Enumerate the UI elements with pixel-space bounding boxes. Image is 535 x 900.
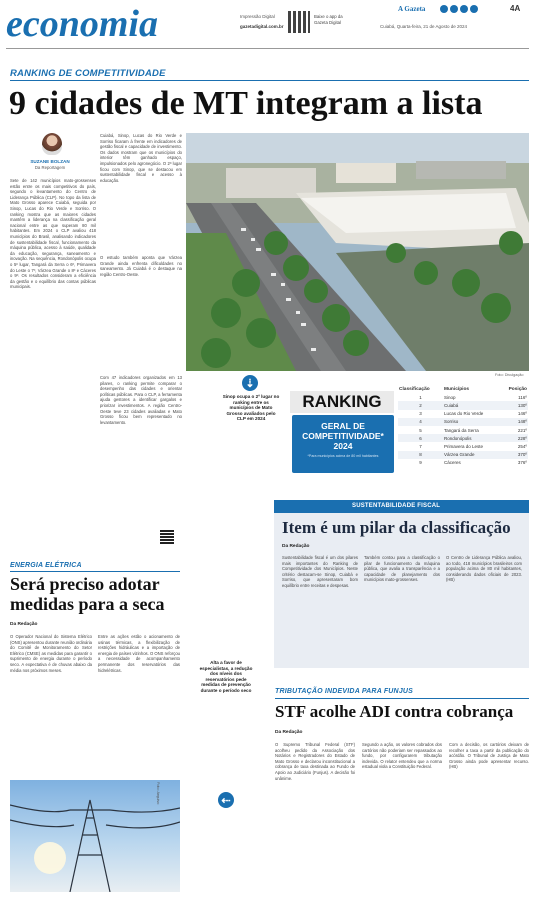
energy-photo-credit: Foto: Arquivo — [156, 782, 160, 805]
ranking-cell: 4 — [398, 418, 443, 426]
ranking-cell: Sinop — [444, 394, 456, 400]
ranking-col-header: Classificação — [398, 385, 443, 393]
main-kicker: RANKING DE COMPETITIVIDADE — [10, 68, 166, 79]
energy-byline: Da Redação — [10, 622, 38, 627]
fiscal-col-3: O Centro de Liderança Pública avaliou, ao todo, 418 municípios brasileiros com população acima de 80 mil habitantes, considerando dados oficiais de 2023. (HB) — [446, 555, 522, 583]
energy-kicker: ENERGIA ELÉTRICA — [10, 562, 82, 569]
header-date: Cuiabá, Quarta-feira, 21 de Agosto de 2024 — [380, 24, 468, 29]
ranking-cell: Lucas do Rio Verde — [444, 411, 484, 417]
stf-col-2: Segundo a ação, os valores cobrados dos cartórios não poderiam ser repassados ao fundo, por configurarem tributação indevida. O relator entendeu que a norma estadual viola a Constituição Federal. — [362, 742, 442, 770]
ranking-cell: 2 — [398, 401, 443, 409]
main-col-2b: O estudo também aponta que Várzea Grande ainda enfrenta dificuldades no saneamento. Já Cuiabá é o destaque na região Centro-Oeste. — [100, 255, 182, 277]
social-icon[interactable] — [450, 5, 458, 13]
section-title: economia — [6, 3, 158, 45]
stf-col-3: Com a decisão, os cartórios deixam de recolher a taxa a partir da publicação do acórdão. O Tribunal de Justiça de Mato Grosso ainda pode apresentar recurso. (HB) — [449, 742, 529, 770]
stf-byline: Da Redação — [275, 730, 303, 735]
energy-headline: Será preciso adotar medidas para a seca — [10, 574, 165, 614]
ranking-cell: 148º — [500, 418, 528, 426]
ranking-cell: 254º — [517, 443, 527, 449]
header-mid-label: Impressão Digital — [240, 14, 275, 19]
ranking-subtitle — [292, 415, 394, 473]
power-line-photo — [10, 780, 180, 892]
ranking-cell: 376º — [517, 460, 527, 466]
photo-note: Sinop ocupa o 2º lugar no ranking entre os municípios de Mato Grosso avaliados pelo CLP em 2024 — [222, 394, 280, 422]
side-note: Alta a favor de especialistas, a redução dos níveis dos reservatórios pede medidas de prevenção durante o período seco — [199, 660, 253, 693]
ranking-table — [398, 385, 528, 467]
ranking-cell: 5 — [419, 427, 422, 433]
ranking-cell: 3 — [419, 411, 422, 417]
ranking-cell: 130º — [500, 401, 528, 409]
header-brand: A Gazeta — [398, 5, 426, 13]
ranking-box — [288, 383, 529, 499]
ranking-cell: 228º — [500, 434, 528, 442]
arrow-icon: ⇣ — [242, 375, 258, 391]
social-icon[interactable] — [460, 5, 468, 13]
ranking-cell: Sorriso — [443, 418, 500, 426]
ranking-title: RANKING — [290, 391, 394, 413]
ranking-cell: 1 — [419, 394, 422, 400]
ranking-cell: Cuiabá — [443, 401, 500, 409]
stf-headline: STF acolhe ADI contra cobrança — [275, 702, 514, 721]
avatar — [42, 133, 62, 155]
ranking-cell: Várzea Grande — [443, 451, 500, 459]
fiscal-col-1: Sustentabilidade fiscal é um dos pilares mais importantes do Ranking de Competitividade dos Municípios. Neste critério destacam-se Sinop, Cuiabá e Sorriso, que apresentaram bom equilíbrio entre receitas e despesas. — [282, 555, 358, 588]
ranking-cell: 7 — [419, 443, 422, 449]
ranking-col-header: Posição — [500, 385, 528, 393]
author-role: Da Reportagem — [34, 165, 66, 170]
ranking-cell: 6 — [398, 434, 443, 442]
arrow-icon: ⇠ — [218, 792, 234, 808]
ranking-cell: 370º — [500, 451, 528, 459]
fiscal-box — [274, 500, 529, 668]
main-col-3: Com 47 indicadores organizados em 13 pilares, o ranking permite comparar o desempenho das cidades e orientar políticas públicas. Para o CLP, a ferramenta ajuda gestores a identificar gargalos e priorizar investimentos. A região Centro-Oeste teve 23 cidades avaliadas e Mato Grosso ficou bem representado no levantamento. — [100, 375, 182, 425]
ranking-subtitle-text: GERAL DE COMPETITIVIDADE* 2024 — [302, 421, 384, 451]
qr-caption: Baixe o app da Gazeta Digital — [314, 14, 343, 25]
ranking-col-header: Municípios — [443, 385, 500, 393]
fiscal-headline: Item é um pilar da classificação — [282, 518, 511, 537]
main-col-1: Sete de 142 municípios mato-grossenses estão entre os mais competitivos do país, segundo o levantamento do Centro de Liderança Pública (CLP). No topo da lista de Mato Grosso aparece Cuiabá, seguida por Sinop, Lucas do Rio Verde e Sorriso. O ranking mostra que as maiores cidades mantêm a liderança na classificação geral nacional entre as que superam 80 mil habitantes. Em 2024 o CLP avaliou 418 municípios do Brasil, analisando indicadores de sustentabilidade fiscal, funcionamento da máquina pública, acesso à saúde, qualidade da educação, segurança, saneamento e inovação. Na sequência, Rondonópolis ocupa o 5º lugar, Tangará da Serra o 6º, Primavera do Leste o 7º, Várzea Grande o 8º e Cáceres o 9º. Os resultados consideram a eficiência da gestão e o equilíbrio das contas públicas municipais. — [10, 178, 96, 290]
energy-col-2: Entre as ações estão o acionamento de usinas térmicas, a flexibilização de restrições hidráulicas e a importação de energia de países vizinhos. O ONS reforçou a necessidade de acompanhamento permanente dos reservatórios das hidrelétricas. — [98, 634, 180, 673]
ranking-cell: Cáceres — [444, 460, 461, 466]
small-qr-icon — [160, 530, 174, 544]
social-icon[interactable] — [470, 5, 478, 13]
ranking-cell: Primavera do Leste — [444, 443, 484, 449]
ranking-footnote: *Para municípios acima de 80 mil habitantes — [307, 454, 379, 458]
stf-col-1: O Supremo Tribunal Federal (STF) acolheu pedido da Associação dos Notários e Registradores do Estado de Mato Grosso e declarou inconstitucional a cobrança de taxa destinada ao Fundo de Apoio ao Judiciário (Funjus). A decisão foi unânime. — [275, 742, 355, 781]
qr-code-icon — [288, 11, 310, 33]
author-name: SUZANE BOLZAN — [30, 159, 70, 164]
fiscal-byline: Da Redação — [282, 544, 310, 549]
header-mid-url[interactable]: gazetadigital.com.br — [240, 24, 284, 29]
ranking-cell: Rondonópolis — [443, 434, 500, 442]
ranking-cell: Tangará da Serra — [444, 427, 479, 433]
social-icon[interactable] — [440, 5, 448, 13]
page-number: 4A — [510, 4, 521, 13]
main-col-2a: Cuiabá, Sinop, Lucas do Rio Verde e Sorriso ficaram à frente em indicadores de gestão fiscal e capacidade de investimento. Os dados mostram que os municípios do interior têm ganhado espaço, impulsionados pelo agronegócio. O 2º lugar ficou com Sinop, que se destacou em sustentabilidade fiscal e acesso à educação. — [100, 133, 182, 183]
header-rule — [6, 48, 529, 49]
social-icons — [440, 5, 478, 13]
ranking-cell: 116º — [518, 394, 527, 400]
main-headline: 9 cidades de MT integram a lista — [9, 85, 483, 122]
photo-credit: Foto: Divulgação — [495, 373, 524, 377]
aerial-photo — [186, 133, 529, 371]
stf-kicker: TRIBUTAÇÃO INDEVIDA PARA FUNJUS — [275, 688, 414, 695]
ranking-cell: 221º — [517, 427, 527, 433]
ranking-cell: 146º — [517, 411, 527, 417]
fiscal-kicker: SUSTENTABILIDADE FISCAL — [352, 503, 441, 509]
fiscal-col-2: Também contou para a classificação o pilar de funcionamento da máquina pública, que avalia a transparência e a capacidade de planejamento dos municípios mato-grossenses. — [364, 555, 440, 583]
ranking-cell: 8 — [398, 451, 443, 459]
energy-col-1: O Operador Nacional do Sistema Elétrico (ONS) apresentou durante reunião ordinária do Comitê de Monitoramento do Setor Elétrico (CMSE) as medidas para garantir o suprimento de energia durante o período seco. A expectativa é de chuvas abaixo da média nos próximos meses. — [10, 634, 92, 673]
ranking-cell: 9 — [419, 460, 422, 466]
